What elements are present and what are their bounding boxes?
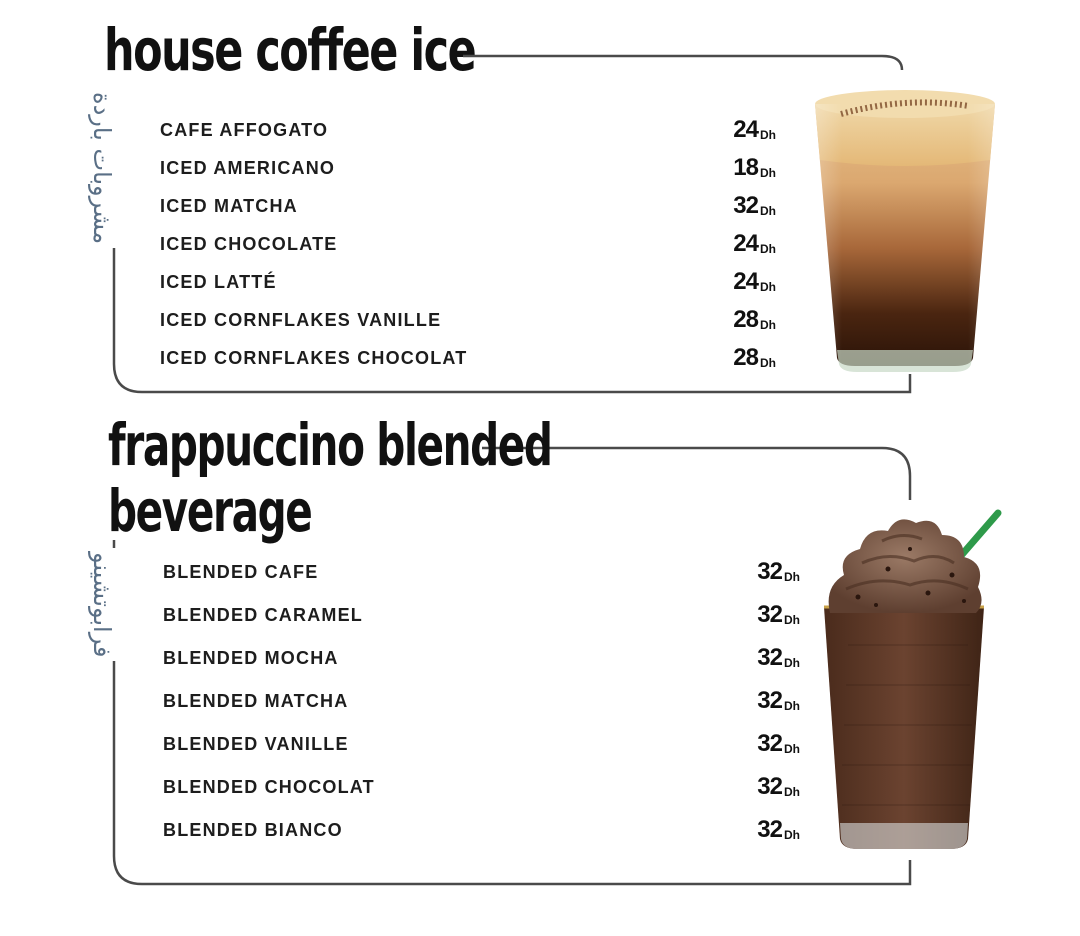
- menu-item-price: [733, 308, 776, 332]
- price-amount: 32: [733, 192, 758, 219]
- chocolate-frappuccino-image: [818, 505, 1008, 857]
- price-currency: Dh: [784, 742, 800, 756]
- menu-item: [160, 306, 776, 334]
- price-amount: 28: [733, 344, 758, 371]
- price-currency: Dh: [760, 128, 776, 142]
- menu-item: [163, 730, 800, 758]
- price-amount: 32: [757, 558, 782, 585]
- price-amount: 24: [733, 116, 758, 143]
- menu-item-name: BLENDED VANILLE: [163, 733, 349, 754]
- price-amount: 32: [757, 644, 782, 671]
- section-title-line: beverage: [108, 477, 312, 545]
- menu-item-price: [757, 646, 800, 670]
- price-amount: 32: [757, 730, 782, 757]
- menu-item-name: ICED LATTÉ: [160, 271, 277, 292]
- price-amount: 32: [757, 816, 782, 843]
- menu-item-name: BLENDED CHOCOLAT: [163, 776, 375, 797]
- menu-item-price: [757, 818, 800, 842]
- menu-item-price: [733, 232, 776, 256]
- price-amount: 24: [733, 230, 758, 257]
- price-amount: 32: [757, 601, 782, 628]
- menu-item-price: [733, 346, 776, 370]
- price-currency: Dh: [760, 204, 776, 218]
- price-currency: Dh: [784, 613, 800, 627]
- menu-item-name: BLENDED CAFE: [163, 561, 319, 582]
- price-currency: Dh: [760, 356, 776, 370]
- price-amount: 24: [733, 268, 758, 295]
- price-amount: 28: [733, 306, 758, 333]
- menu-item: [160, 154, 776, 182]
- price-amount: 18: [733, 154, 758, 181]
- price-currency: Dh: [784, 828, 800, 842]
- menu-item-name: ICED AMERICANO: [160, 157, 336, 178]
- section-title-line: frappuccino blended: [108, 411, 552, 479]
- price-currency: Dh: [784, 656, 800, 670]
- menu-item-price: [757, 732, 800, 756]
- menu-item-name: ICED CHOCOLATE: [160, 233, 338, 254]
- menu-item-price: [733, 156, 776, 180]
- iced-coffee-glass-image: [805, 82, 1005, 378]
- menu-item-price: [757, 560, 800, 584]
- menu-item-price: [757, 689, 800, 713]
- menu-item: [160, 116, 776, 144]
- section-title-house-coffee-ice: house coffee ice: [104, 16, 476, 84]
- menu-item-name: ICED CORNFLAKES VANILLE: [160, 309, 442, 330]
- menu-item-name: ICED CORNFLAKES CHOCOLAT: [160, 347, 468, 368]
- arabic-section-label-cold-drinks: مشروبات باردة: [88, 88, 116, 248]
- price-currency: Dh: [760, 166, 776, 180]
- price-currency: Dh: [784, 570, 800, 584]
- price-amount: 32: [757, 687, 782, 714]
- price-currency: Dh: [760, 242, 776, 256]
- price-currency: Dh: [784, 699, 800, 713]
- menu-item: [160, 344, 776, 372]
- menu-item-price: [733, 270, 776, 294]
- menu-item-name: CAFE AFFOGATO: [160, 119, 329, 140]
- menu-item-name: BLENDED MOCHA: [163, 647, 339, 668]
- menu-item: [160, 268, 776, 296]
- menu-item: [160, 192, 776, 220]
- price-currency: Dh: [784, 785, 800, 799]
- menu-item-price: [733, 194, 776, 218]
- menu-item: [163, 773, 800, 801]
- menu-item-price: [733, 118, 776, 142]
- menu-item-name: BLENDED MATCHA: [163, 690, 349, 711]
- menu-item: [163, 816, 800, 844]
- menu-item: [163, 687, 800, 715]
- menu-item-name: BLENDED BIANCO: [163, 819, 343, 840]
- menu-item: [163, 644, 800, 672]
- menu-item-price: [757, 603, 800, 627]
- price-currency: Dh: [760, 318, 776, 332]
- menu-item: [163, 601, 800, 629]
- arabic-section-label-frappuccino: فرابوتشينو: [88, 548, 116, 661]
- menu-item-name: BLENDED CARAMEL: [163, 604, 363, 625]
- menu-item-name: ICED MATCHA: [160, 195, 298, 216]
- menu-item: [163, 558, 800, 586]
- price-amount: 32: [757, 773, 782, 800]
- menu-item: [160, 230, 776, 258]
- section-title-frappuccino-blended-beverage: [108, 412, 552, 544]
- price-currency: Dh: [760, 280, 776, 294]
- menu-item-price: [757, 775, 800, 799]
